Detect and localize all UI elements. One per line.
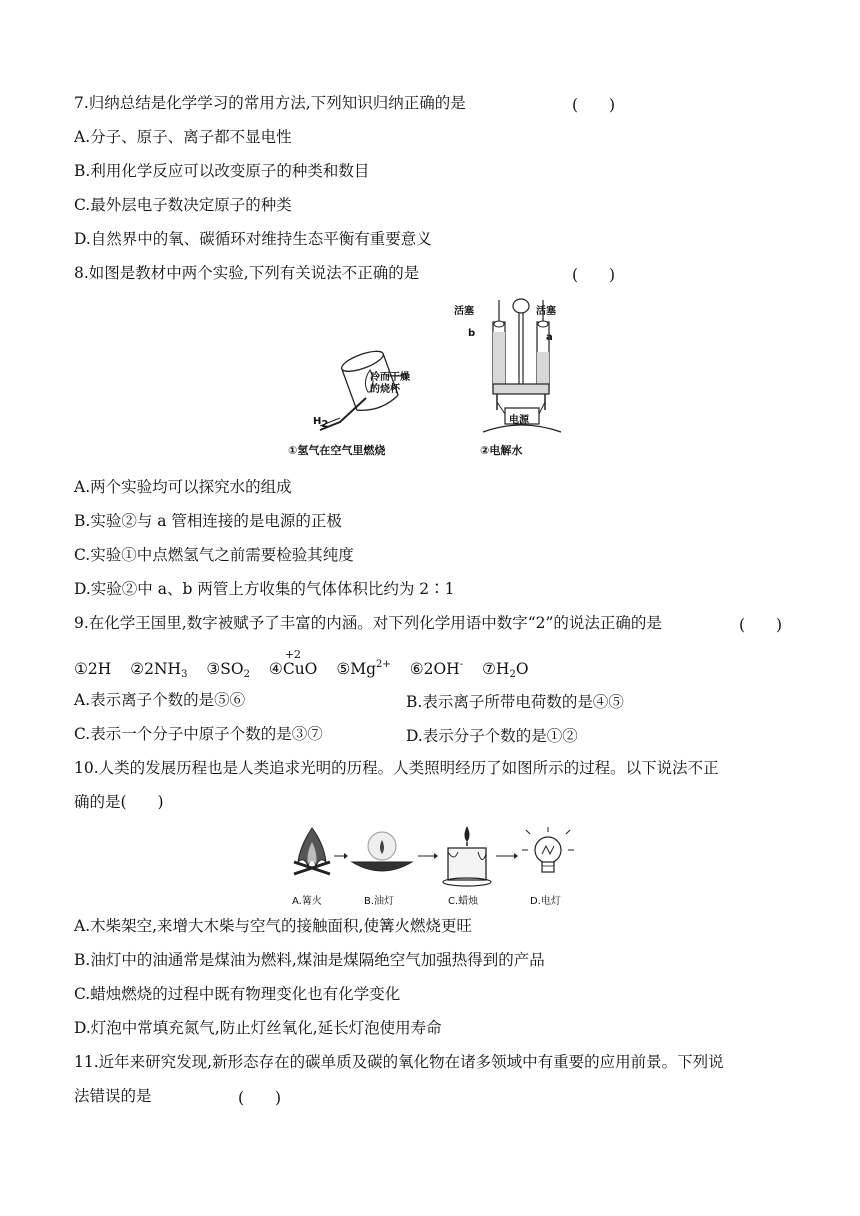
power-source-label: 电源 <box>509 415 529 426</box>
q9-stem: 9.在化学王国里,数字被赋予了丰富的内涵。对下列化学用语中数字“2”的说法正确的是 <box>74 614 662 632</box>
q10-stem-line2: 确的是( ) <box>74 793 164 811</box>
q9-option-a: A.表示离子个数的是⑤⑥ <box>74 691 246 709</box>
tube-b-label: b <box>468 328 476 339</box>
q8-figure <box>290 292 580 464</box>
cold-dry-beaker-label: 冷而干燥的烧杯 <box>370 372 410 395</box>
symbol-7: $⑦H_2O$ <box>482 660 529 680</box>
q7-answer-paren: ( ) <box>572 96 616 114</box>
q11-stem-line1: 11.近年来研究发现,新形态存在的碳单质及碳的氧化物在诸多领域中有重要的应用前景。下列说 <box>74 1053 724 1071</box>
label-oil-lamp: B.油灯 <box>364 896 395 907</box>
q9-answer-paren: ( ) <box>739 616 783 634</box>
q8-option-c: C.实验①中点燃氢气之前需要检验其纯度 <box>74 546 354 564</box>
valve-left-label: 活塞 <box>454 306 474 317</box>
q9-option-b: B.表示离子所带电荷数的是④⑤ <box>406 693 624 711</box>
symbol-3: $③SO_2$ <box>206 660 250 680</box>
q11-answer-paren: ( ) <box>238 1089 282 1107</box>
symbol-6: ⑥2OH- <box>409 659 464 678</box>
q8-option-a: A.两个实验均可以探究水的组成 <box>74 478 292 496</box>
label-light-bulb: D.电灯 <box>530 896 561 907</box>
h2-label: $H_2$ <box>313 416 329 430</box>
q8-answer-paren: ( ) <box>572 266 616 284</box>
candle-icon <box>443 826 491 886</box>
right-figure-caption: ②电解水 <box>480 444 523 457</box>
symbol-4: ④ +2 CuO <box>268 648 318 678</box>
q10-option-a: A.木柴架空,来增大木柴与空气的接触面积,使篝火燃烧更旺 <box>74 917 472 935</box>
q10-option-c: C.蜡烛燃烧的过程中既有物理变化也有化学变化 <box>74 985 401 1003</box>
q10-stem-line1: 10.人类的发展历程也是人类追求光明的历程。人类照明经历了如图所示的过程。以下说法不正 <box>74 759 719 777</box>
symbol-5: $⑤Mg^{2+}$ <box>336 659 391 678</box>
symbol-1: ①2H <box>74 660 112 678</box>
q9-option-d: D.表示分子个数的是①② <box>406 727 578 745</box>
q10-lighting-figure <box>282 822 582 906</box>
q7-option-b: B.利用化学反应可以改变原子的种类和数目 <box>74 162 370 180</box>
q8-stem: 8.如图是教材中两个实验,下列有关说法不正确的是 <box>74 264 420 282</box>
tube-a-label: a <box>546 332 553 343</box>
valve-right-label: 活塞 <box>536 306 556 317</box>
left-figure-caption: ①氢气在空气里燃烧 <box>288 444 386 457</box>
q8-option-b: B.实验②与 a 管相连接的是电源的正极 <box>74 512 342 530</box>
q7-option-c: C.最外层电子数决定原子的种类 <box>74 196 292 214</box>
oil-lamp-icon <box>352 832 412 871</box>
q10-option-b: B.油灯中的油通常是煤油为燃料,煤油是煤隔绝空气加强热得到的产品 <box>74 951 545 969</box>
q7-option-a: A.分子、原子、离子都不显电性 <box>74 128 292 146</box>
q7-stem: 7.归纳总结是化学学习的常用方法,下列知识归纳正确的是 <box>74 94 466 112</box>
q9-option-c: C.表示一个分子中原子个数的是③⑦ <box>74 725 323 743</box>
symbol-2: $②2NH_3$ <box>130 660 188 680</box>
q11-stem-line2: 法错误的是 <box>74 1087 152 1105</box>
label-candle: C.蜡烛 <box>448 896 479 907</box>
label-bonfire: A.篝火 <box>292 896 322 907</box>
bonfire-icon <box>294 828 330 874</box>
q9-chemical-symbols <box>74 648 543 685</box>
q7-option-d: D.自然界中的氧、碳循环对维持生态平衡有重要意义 <box>74 230 432 248</box>
light-bulb-icon <box>522 827 574 872</box>
q8-option-d: D.实验②中 a、b 两管上方收集的气体体积比约为 2∶1 <box>74 580 455 598</box>
lighting-history-illustration <box>282 822 582 890</box>
q10-option-d: D.灯泡中常填充氮气,防止灯丝氧化,延长灯泡使用寿命 <box>74 1019 442 1037</box>
